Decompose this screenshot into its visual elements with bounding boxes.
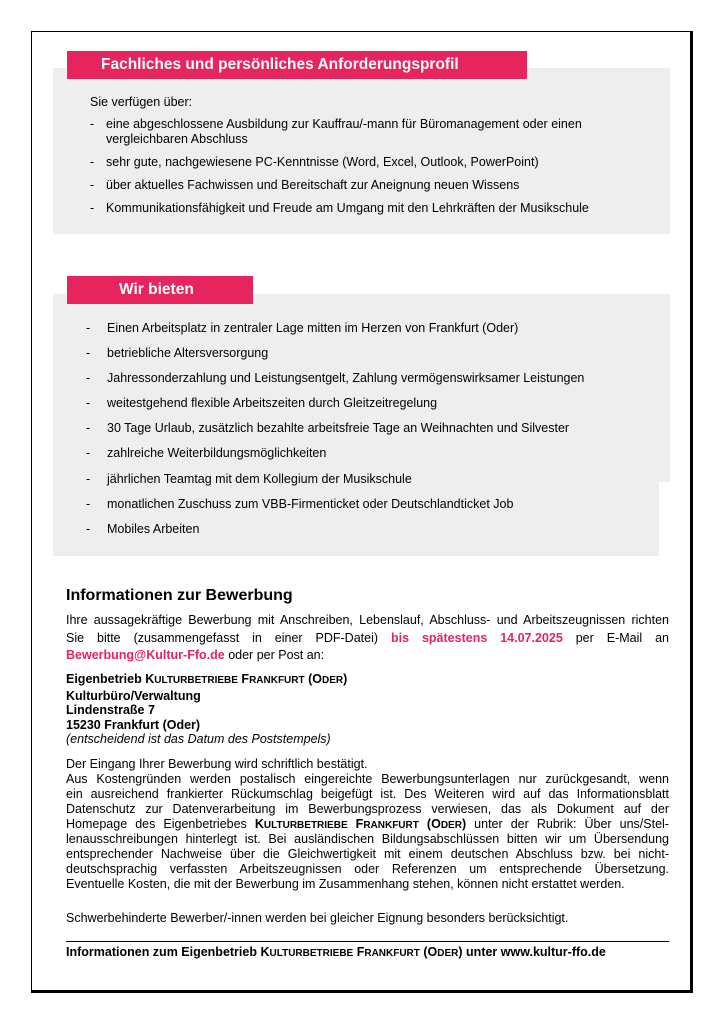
application-email-link[interactable]: Bewerbung@Kultur-Ffo.de xyxy=(66,648,225,662)
notes-line: deutschsprachig verfassten Arbeitszeugnissen oder Referenzen um entsprechende Übersetzung. xyxy=(66,862,669,876)
address-department: Kulturbüro/Verwaltung xyxy=(66,688,201,703)
application-deadline: bis spätestens 14.07.2025 xyxy=(390,631,563,645)
offer-title: Wir bieten xyxy=(67,276,253,304)
profile-title: Fachliches und persönliches Anforderungsprofil xyxy=(67,51,527,79)
offer-item: - Jahressonderzahlung und Leistungsentgelt, Zahlung vermögenswirksamer Leistungen xyxy=(86,371,585,386)
offer-item: - jährlichen Teamtag mit dem Kollegium der Musikschule xyxy=(86,471,412,486)
notes-line: Aus Kostengründen werden postalisch eingereichte Bewerbungsunterlagen nur zurückgesandt, wenn xyxy=(66,772,669,786)
notes-line: Homepage des Eigenbetriebes KULTURBETRIEBE FRANKFURT (ODER) unter der Rubrik: Über uns/Stel- xyxy=(66,817,669,831)
notes-confirmation: Der Eingang Ihrer Bewerbung wird schriftlich bestätigt. xyxy=(66,757,368,771)
profile-item: - eine abgeschlossene Ausbildung zur Kauffrau/-mann für Büromanagement oder einen vergleichbaren Abschluss xyxy=(90,117,582,146)
offer-item: - weitestgehend flexible Arbeitszeiten durch Gleitzeitregelung xyxy=(86,396,438,411)
offer-item: - monatlichen Zuschuss zum VBB-Firmenticket oder Deutschlandticket Job xyxy=(86,496,514,511)
offer-item: - 30 Tage Urlaub, zusätzlich bezahlte arbeitsfreie Tage an Weihnachten und Silvester xyxy=(86,421,570,436)
application-line-2: Sie bitte (zusammengefasst in einer PDF-Datei) bis spätestens 14.07.2025 per E-Mail an xyxy=(66,631,670,645)
profile-intro: Sie verfügen über: xyxy=(90,95,193,109)
notes-line: ein ausreichend frankierter Rückumschlag beigefügt ist. Des Weiteren wird auf das Informationsblatt xyxy=(66,787,669,801)
notes-line: Datenschutz zur Datenverarbeitung im Bewerbungsprozess verwiesen, das als Dokument auf der xyxy=(66,802,669,816)
offer-item: - Mobiles Arbeiten xyxy=(86,521,200,536)
offer-item: - zahlreiche Weiterbildungsmöglichkeiten xyxy=(86,446,327,461)
profile-item: - sehr gute, nachgewiesene PC-Kenntnisse (Word, Excel, Outlook, PowerPoint) xyxy=(90,155,539,169)
footer-rule xyxy=(66,941,669,942)
disability-note: Schwerbehinderte Bewerber/-innen werden bei gleicher Eignung besonders berücksichtigt. xyxy=(66,911,569,925)
application-line-3: Bewerbung@Kultur-Ffo.de oder per Post an: xyxy=(66,648,325,662)
profile-list xyxy=(90,117,650,224)
address-city: 15230 Frankfurt (Oder) xyxy=(66,717,201,732)
address-note: (entscheidend ist das Datum des Poststempels) xyxy=(66,732,331,746)
address-organisation: Eigenbetrieb KULTURBETRIEBE FRANKFURT (ODER) xyxy=(66,672,348,686)
offer-list xyxy=(86,320,666,546)
notes-line: lenausschreibungen hinterlegt ist. Bei ausländischen Bildungsabschlüssen bitten wir um Übersendung xyxy=(66,832,669,846)
address-block xyxy=(66,672,347,747)
profile-item: - Kommunikationsfähigkeit und Freude am Umgang mit den Lehrkräften der Musikschule xyxy=(90,201,589,215)
profile-item: - über aktuelles Fachwissen und Bereitschaft zur Aneignung neuen Wissens xyxy=(90,178,520,192)
application-heading: Informationen zur Bewerbung xyxy=(66,587,293,604)
footer-website-link[interactable]: unter www.kultur-ffo.de xyxy=(466,945,606,959)
address-street: Lindenstraße 7 xyxy=(66,703,155,717)
notes-line: Eventuelle Kosten, die mit der Bewerbung im Zusammenhang stehen, können nicht erstattet werden. xyxy=(66,877,625,891)
notes-line: entsprechender Nachweise über die Gleichwertigkeit mit einem deutschen Abschluss bzw. bei nicht- xyxy=(66,847,669,861)
offer-item: - betriebliche Altersversorgung xyxy=(86,346,269,361)
offer-item: - Einen Arbeitsplatz in zentraler Lage mitten im Herzen von Frankfurt (Oder) xyxy=(86,321,519,335)
footer-text: Informationen zum Eigenbetrieb KULTURBETRIEBE FRANKFURT (ODER) unter www.kultur-ffo.de xyxy=(66,945,606,959)
application-line-1: Ihre aussagekräftige Bewerbung mit Anschreiben, Lebenslauf, Abschluss- und Arbeitszeugnissen richten xyxy=(66,613,669,627)
